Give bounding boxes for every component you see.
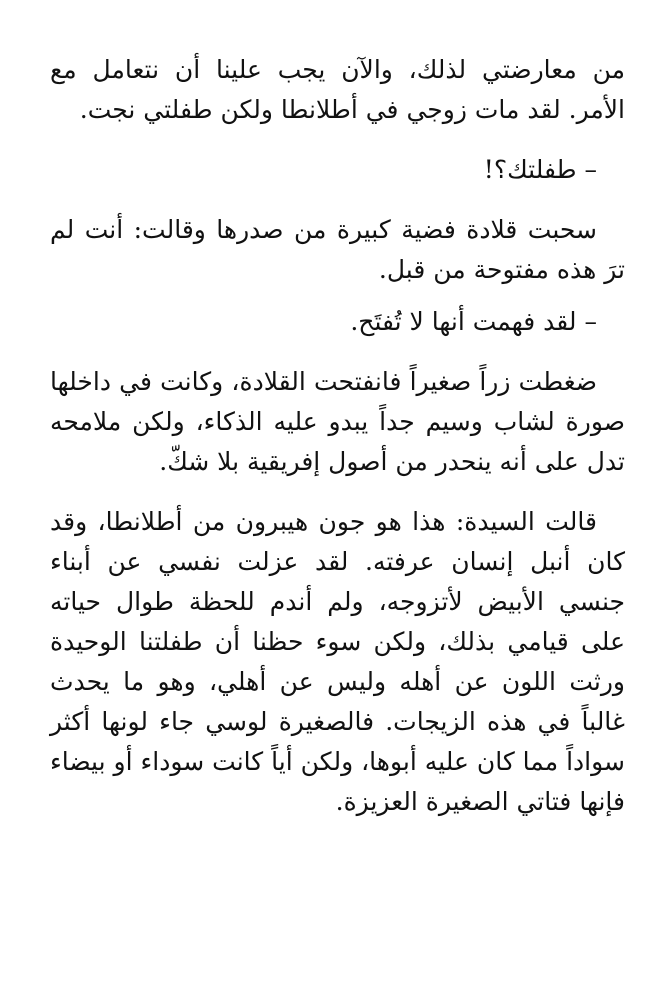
paragraph-1: من معارضتي لذلك، والآن يجب علينا أن نتعامل مع الأمر. لقد مات زوجي في أطلانطا ولكن طفلتي نجت. <box>50 55 625 124</box>
dialogue-line-2: – لقد فهمت أنها لا تُفتَح. <box>350 307 597 336</box>
paragraph-2: سحبت قلادة فضية كبيرة من صدرها وقالت: أنت لم ترَ هذه مفتوحة من قبل. <box>50 215 625 284</box>
paragraph-3: ضغطت زراً صغيراً فانفتحت القلادة، وكانت في داخلها صورة لشاب وسيم جداً يبدو عليه الذكاء، ولكن ملامحه تدل على أنه ينحدر من أصول إفريقية بلا شكّ. <box>50 367 625 476</box>
dialogue-line-1: – طفلتك؟! <box>483 155 597 184</box>
paragraph-4: قالت السيدة: هذا هو جون هيبرون من أطلانطا، وقد كان أنبل إنسان عرفته. لقد عزلت نفسي عن أبناء جنسي الأبيض لأتزوجه، ولم أندم للحظة طوال حياته على قيامي بذلك، ولكن سوء حظنا أن طفلتنا الوحيدة ورثت اللون عن أهله وليس عن أهلي، وهو ما يحدث غالباً في هذه الزيجات. فالصغيرة لوسي جاء لونها أكثر سواداً مما كان عليه أبوها، ولكن أياً كانت سوداء أو بيضاء فإنها فتاتي الصغيرة العزيزة. <box>50 507 625 816</box>
book-page <box>50 0 625 822</box>
